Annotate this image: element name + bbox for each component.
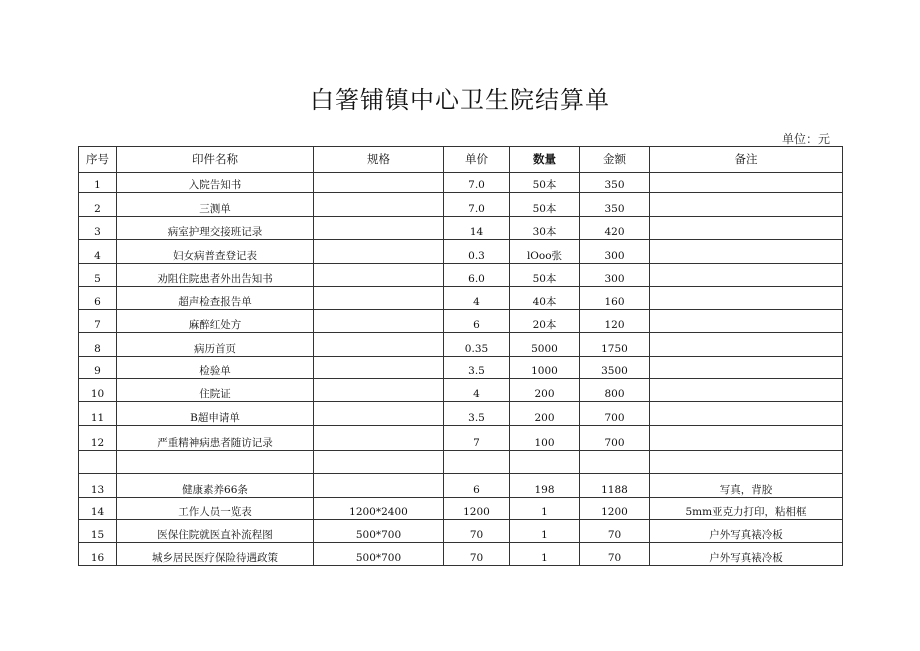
cell-spec xyxy=(314,217,444,240)
cell-no xyxy=(79,451,117,474)
cell-qty: 100 xyxy=(510,426,580,451)
cell-amount: 300 xyxy=(580,240,650,264)
cell-name: 麻醉红处方 xyxy=(117,310,314,333)
cell-name: 入院告知书 xyxy=(117,173,314,193)
cell-no: 15 xyxy=(79,520,117,543)
cell-note: 写真，背胶 xyxy=(650,474,843,498)
cell-spec xyxy=(314,193,444,217)
cell-price: 1200 xyxy=(444,498,510,520)
cell-amount: 700 xyxy=(580,402,650,426)
cell-amount: 350 xyxy=(580,173,650,193)
cell-qty: 200 xyxy=(510,379,580,402)
table-row xyxy=(79,426,843,451)
cell-note xyxy=(650,193,843,217)
cell-note xyxy=(650,264,843,287)
cell-amount: 3500 xyxy=(580,357,650,379)
cell-amount: 1750 xyxy=(580,333,650,357)
cell-note: 户外写真裱冷板 xyxy=(650,520,843,543)
cell-spec: 500*700 xyxy=(314,520,444,543)
cell-qty: 5000 xyxy=(510,333,580,357)
table-row xyxy=(79,217,843,240)
cell-spec xyxy=(314,451,444,474)
cell-no: 2 xyxy=(79,193,117,217)
table-row xyxy=(79,357,843,379)
cell-no: 6 xyxy=(79,287,117,310)
header-amount: 金额 xyxy=(580,147,650,173)
cell-no: 9 xyxy=(79,357,117,379)
table-row xyxy=(79,264,843,287)
cell-name: 病历首页 xyxy=(117,333,314,357)
table-row xyxy=(79,333,843,357)
cell-name: 超声检查报告单 xyxy=(117,287,314,310)
cell-qty: 50本 xyxy=(510,173,580,193)
header-note: 备注 xyxy=(650,147,843,173)
cell-no: 8 xyxy=(79,333,117,357)
cell-spec xyxy=(314,173,444,193)
cell-amount: 420 xyxy=(580,217,650,240)
cell-price: 3.5 xyxy=(444,402,510,426)
cell-name: 病室护理交接班记录 xyxy=(117,217,314,240)
table-row xyxy=(79,173,843,193)
cell-name: 医保住院就医直补流程图 xyxy=(117,520,314,543)
cell-amount: 350 xyxy=(580,193,650,217)
header-name: 印件名称 xyxy=(117,147,314,173)
cell-amount: 1188 xyxy=(580,474,650,498)
cell-price: 6 xyxy=(444,310,510,333)
cell-amount: 120 xyxy=(580,310,650,333)
cell-name: 检验单 xyxy=(117,357,314,379)
cell-price: 7.0 xyxy=(444,193,510,217)
cell-name: 妇女病普查登记表 xyxy=(117,240,314,264)
cell-qty: 50本 xyxy=(510,193,580,217)
cell-price: 3.5 xyxy=(444,357,510,379)
table-row xyxy=(79,498,843,520)
cell-price: 6 xyxy=(444,474,510,498)
cell-amount: 1200 xyxy=(580,498,650,520)
cell-no: 11 xyxy=(79,402,117,426)
cell-spec xyxy=(314,333,444,357)
cell-price: 70 xyxy=(444,520,510,543)
cell-spec xyxy=(314,426,444,451)
cell-note: 5mm亚克力打印，粘相框 xyxy=(650,498,843,520)
cell-spec: 500*700 xyxy=(314,543,444,566)
cell-note xyxy=(650,451,843,474)
cell-note xyxy=(650,333,843,357)
table-row xyxy=(79,379,843,402)
cell-note xyxy=(650,217,843,240)
cell-spec xyxy=(314,287,444,310)
cell-qty: 1000 xyxy=(510,357,580,379)
cell-no: 1 xyxy=(79,173,117,193)
cell-no: 10 xyxy=(79,379,117,402)
cell-name: 劝阻住院患者外出告知书 xyxy=(117,264,314,287)
cell-price: 7 xyxy=(444,426,510,451)
cell-amount: 70 xyxy=(580,520,650,543)
unit-label: 单位：元 xyxy=(781,132,830,146)
table-header-row xyxy=(79,147,843,173)
cell-qty: 1 xyxy=(510,520,580,543)
cell-amount: 300 xyxy=(580,264,650,287)
cell-no: 3 xyxy=(79,217,117,240)
cell-qty: 200 xyxy=(510,402,580,426)
table-row xyxy=(79,310,843,333)
cell-spec xyxy=(314,357,444,379)
cell-note xyxy=(650,379,843,402)
cell-amount: 70 xyxy=(580,543,650,566)
cell-price xyxy=(444,451,510,474)
cell-name: 工作人员一览表 xyxy=(117,498,314,520)
cell-spec: 1200*2400 xyxy=(314,498,444,520)
cell-spec xyxy=(314,402,444,426)
header-qty: 数量 xyxy=(510,147,580,173)
cell-no: 4 xyxy=(79,240,117,264)
cell-spec xyxy=(314,310,444,333)
cell-amount: 700 xyxy=(580,426,650,451)
cell-amount xyxy=(580,451,650,474)
cell-spec xyxy=(314,240,444,264)
cell-name xyxy=(117,451,314,474)
cell-name: 健康素养66条 xyxy=(117,474,314,498)
cell-spec xyxy=(314,379,444,402)
cell-no: 12 xyxy=(79,426,117,451)
cell-name: 严重精神病患者随访记录 xyxy=(117,426,314,451)
document-title: 白箸铺镇中心卫生院结算单 xyxy=(310,86,610,114)
cell-note xyxy=(650,240,843,264)
cell-spec xyxy=(314,474,444,498)
cell-price: 6.0 xyxy=(444,264,510,287)
cell-no: 16 xyxy=(79,543,117,566)
cell-qty: 30本 xyxy=(510,217,580,240)
cell-qty: 198 xyxy=(510,474,580,498)
cell-note xyxy=(650,287,843,310)
cell-price: 0.35 xyxy=(444,333,510,357)
cell-amount: 160 xyxy=(580,287,650,310)
cell-qty: 50本 xyxy=(510,264,580,287)
table-row xyxy=(79,474,843,498)
cell-name: 城乡居民医疗保险待遇政策 xyxy=(117,543,314,566)
cell-name: 三测单 xyxy=(117,193,314,217)
table-row xyxy=(79,451,843,474)
cell-qty: 1 xyxy=(510,543,580,566)
cell-spec xyxy=(314,264,444,287)
table-row xyxy=(79,520,843,543)
cell-note xyxy=(650,310,843,333)
cell-price: 4 xyxy=(444,287,510,310)
cell-note xyxy=(650,173,843,193)
cell-qty: lOoo张 xyxy=(510,240,580,264)
table-row xyxy=(79,240,843,264)
cell-qty: 40本 xyxy=(510,287,580,310)
cell-no: 13 xyxy=(79,474,117,498)
table-row xyxy=(79,193,843,217)
cell-note xyxy=(650,357,843,379)
cell-name: 住院证 xyxy=(117,379,314,402)
cell-price: 7.0 xyxy=(444,173,510,193)
table-row xyxy=(79,402,843,426)
table-row xyxy=(79,287,843,310)
table-row xyxy=(79,543,843,566)
cell-no: 5 xyxy=(79,264,117,287)
header-spec: 规格 xyxy=(314,147,444,173)
cell-qty: 1 xyxy=(510,498,580,520)
cell-price: 70 xyxy=(444,543,510,566)
settlement-table xyxy=(78,146,843,566)
cell-name: B超申请单 xyxy=(117,402,314,426)
cell-price: 4 xyxy=(444,379,510,402)
cell-note xyxy=(650,402,843,426)
header-price: 单价 xyxy=(444,147,510,173)
cell-note: 户外写真裱冷板 xyxy=(650,543,843,566)
cell-no: 7 xyxy=(79,310,117,333)
cell-amount: 800 xyxy=(580,379,650,402)
cell-no: 14 xyxy=(79,498,117,520)
cell-price: 0.3 xyxy=(444,240,510,264)
cell-note xyxy=(650,426,843,451)
cell-qty xyxy=(510,451,580,474)
header-no: 序号 xyxy=(79,147,117,173)
cell-price: 14 xyxy=(444,217,510,240)
cell-qty: 20本 xyxy=(510,310,580,333)
